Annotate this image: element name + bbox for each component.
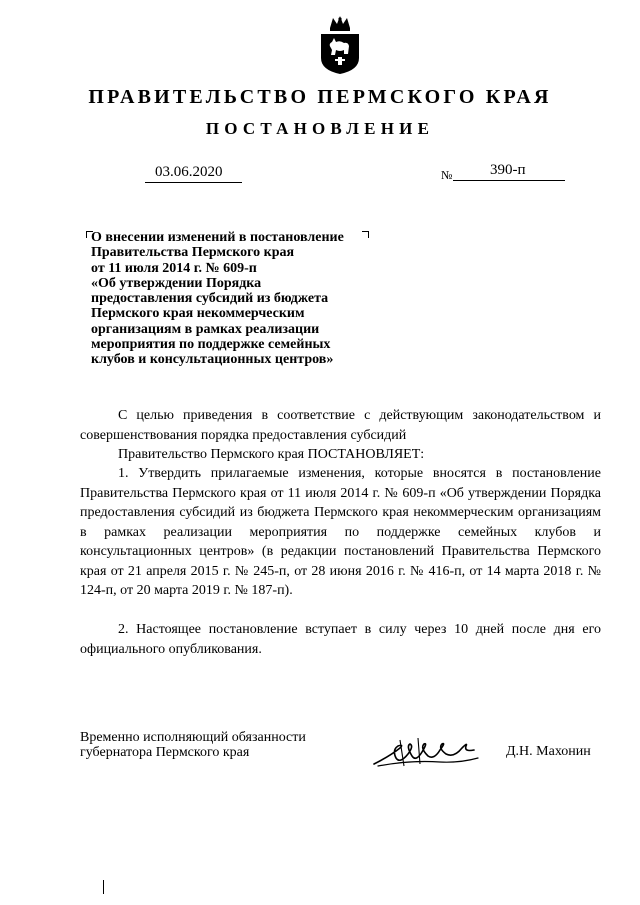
document-type: ПОСТАНОВЛЕНИЕ xyxy=(205,119,435,138)
coat-of-arms-icon xyxy=(318,14,362,76)
handwritten-signature-icon xyxy=(370,734,480,770)
number-underline xyxy=(453,180,565,181)
subject-line: от 11 июля 2014 г. № 609-п xyxy=(91,260,257,276)
document-date: 03.06.2020 xyxy=(155,164,223,180)
subject-line: мероприятия по поддержке семейных xyxy=(91,337,331,353)
signatory-position xyxy=(80,731,380,760)
clause-1-paragraph: 1. Утвердить прилагаемые изменения, которые вносятся в постановление Правительства Пермского края от 11 июля 2014 г. № 609-п «Об утверждении Порядка предоставления субсидий из бюджета Пермского края некоммерческим организациям в рамках реализации мероприятия по поддержке семейных клубов и консультационных центров» (в редакции постановлений Правительства Пермского края от 21 апреля 2015 г. № 245-п, от 28 июня 2016 г. № 416-п, от 14 марта 2018 г. № 124-п, от 20 марта 2019 г. № 187-п). xyxy=(80,466,601,598)
subject-line: Пермского края некоммерческим xyxy=(91,306,305,322)
date-underline xyxy=(145,182,242,183)
document-number: 390-п xyxy=(490,162,526,178)
document-subject xyxy=(91,230,381,368)
signatory-name: Д.Н. Махонин xyxy=(506,744,591,759)
resolution-paragraph: Правительство Пермского края ПОСТАНОВЛЯЕТ: xyxy=(118,447,425,462)
subject-line: клубов и консультационных центров» xyxy=(91,352,334,368)
subject-line: организациям в рамках реализации xyxy=(91,321,320,337)
clause-2-paragraph: 2. Настоящее постановление вступает в силу через 10 дней после дня его официального опубликования. xyxy=(80,622,601,657)
subject-line: «Об утверждении Порядка xyxy=(91,275,262,291)
position-line: губернатора Пермского края xyxy=(80,744,250,760)
subject-line: О внесении изменений в постановление xyxy=(91,230,344,245)
subject-line: Правительства Пермского края xyxy=(91,245,295,261)
page-margin-mark xyxy=(103,880,104,894)
number-sign: № xyxy=(441,168,453,182)
subject-line: предоставления субсидий из бюджета xyxy=(91,291,329,307)
government-title: ПРАВИТЕЛЬСТВО ПЕРМСКОГО КРАЯ xyxy=(88,86,552,108)
position-line: Временно исполняющий обязанности xyxy=(80,730,306,745)
preamble-paragraph: С целью приведения в соответствие с действующим законодательством и совершенствования порядка предоставления субсидий xyxy=(80,408,601,443)
